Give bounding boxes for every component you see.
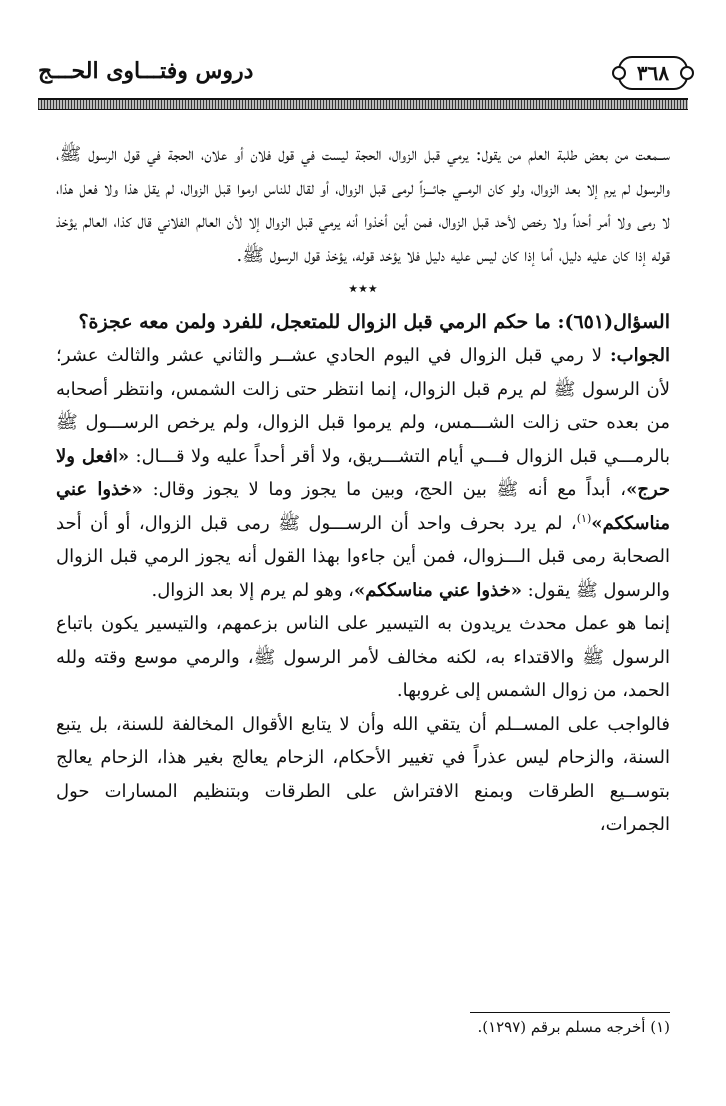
- paragraph-4: فالواجب على المســلم أن يتقي الله وأن لا يتابع الأقوال المخالفة للسنة، بل يتبع السنة، والزحام ليس عذراً في تغيير الأحكام، الزحام يعالج بغير هذا، الزحام يعالج بتوســيع الطرقات وبمنع الافتراش على الطرقات وبتنظيم المسارات حول الجمرات،: [56, 713, 670, 835]
- paragraph-1: ســمعت من بعض طلبة العلم من يقول: يرمي قبل الزوال، الحجة ليست في قول فلان أو علان، الحجة في قول الرسول ﷺ، والرسول لم يرم إلا بعد الزوال، ولو كان الرمــي جائـــزاً لرمى قبل الزوال، أو لقال للناس ارموا قبل الزوال، لم يقل هذا ولا فعل هذا، لا رمى ولا أمر أحداً ولا رخص لأحد قبل الزوال، فمن أين أخذوا أنه يرمي قبل الزوال إلا لأن العالم الفلاني قال كذا، العالم يؤخذ قوله إذا كان عليه دليل، أما إذا كان ليس عليه دليل فلا يؤخد قوله، يؤخذ قول الرسول ﷺ.: [56, 144, 670, 266]
- question-heading: السؤال(٦٥١): ما حكم الرمي قبل الزوال للمتعجل، للفرد ولمن معه عجزة؟: [78, 310, 670, 333]
- page-body: [56, 138, 670, 842]
- section-separator-stars: ٭٭٭: [348, 278, 378, 299]
- paragraph-3: إنما هو عمل محدث يريدون به التيسير على الناس بزعمهم، والتيسير يكون باتباع الرسول ﷺ والاقتداء به، لكنه مخالف لأمر الرسول ﷺ، والرمي موسع وقته ولله الحمد، من زوال الشمس إلى غروبها.: [56, 613, 670, 701]
- page-number-badge: ٣٦٨: [618, 56, 688, 90]
- running-title: دروس وفتـــاوى الحـــج: [38, 58, 254, 84]
- answer-label: الجواب:: [610, 345, 670, 366]
- header-divider: [38, 98, 688, 110]
- footnote-reference[interactable]: (١): [576, 511, 592, 525]
- answer-text-4: ، وهو لم يرم إلا بعد الزوال.: [151, 579, 354, 601]
- answer-text-3: ، لم يرد بحرف واحد أن الرســـول ﷺ رمى قبل الزوال، أو أن أحد الصحابة رمى قبل الـــزوال، فمن أين جاءوا بهذا القول أنه يجوز الرمي قبل الزوال والرسول ﷺ يقول:: [56, 512, 670, 601]
- hadith-quote-1: «افعل ولا حرج»: [56, 445, 671, 500]
- answer-text-1: لا رمي قبل الزوال في اليوم الحادي عشــر والثاني عشر والثالث عشر؛ لأن الرسول ﷺ لم يرم قبل الزوال، إنما انتظر حتى زالت الشمس، وانتظر أصحابه من بعده حتى زالت الشـــمس، ولم يرموا قبل الزوال، ولم يرخص الرســـول ﷺ بالرمـــي قبل الزوال فـــي أيام التشـــريق، ولا أقر أحداً عليه ولا قـــال:: [56, 345, 670, 467]
- answer-text-2: ، أبداً مع أنه ﷺ بين الحج، وبين ما يجوز وما لا يجوز وقال:: [142, 479, 627, 500]
- footnote-divider: [470, 1012, 670, 1013]
- page-header: [38, 56, 688, 96]
- answer-paragraph: [56, 339, 670, 607]
- hadith-quote-3: «خذوا عني مناسككم»: [353, 579, 522, 601]
- hadith-quote-2: «خذوا عني مناسككم»: [56, 479, 670, 534]
- footnote-text: (١) أخرجه مسلم برقم (١٢٩٧).: [477, 1018, 670, 1036]
